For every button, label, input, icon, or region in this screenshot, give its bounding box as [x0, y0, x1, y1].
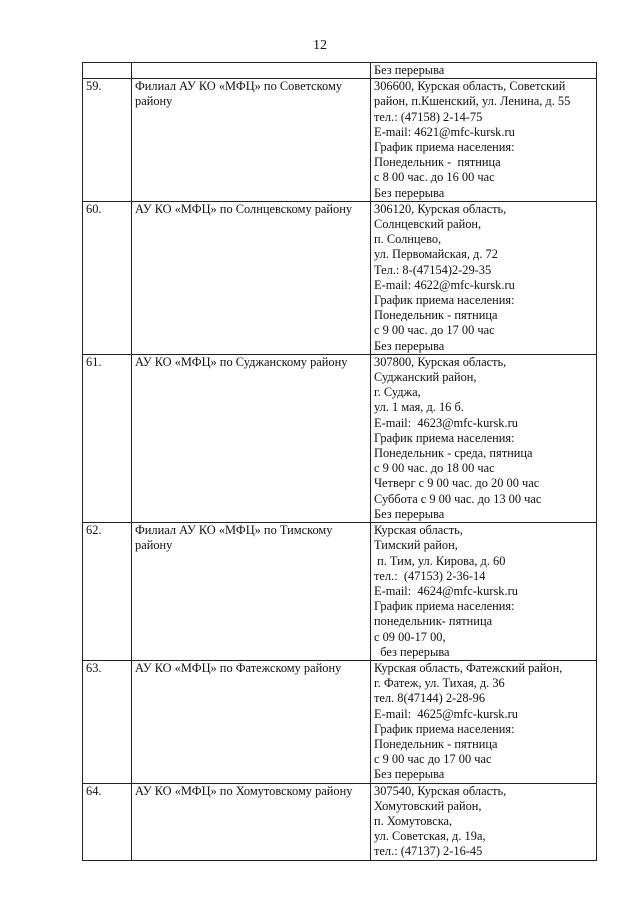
row-number: 60.: [83, 201, 132, 354]
contact-line: район, п.Кшенский, ул. Ленина, д. 55: [374, 94, 571, 109]
branch-contacts: [371, 783, 597, 860]
contact-line: E-mail: 4624@mfc-kursk.ru: [374, 583, 518, 598]
table-row: [83, 201, 597, 354]
table-row: [83, 354, 597, 522]
contact-line: Без перерыва: [374, 338, 445, 353]
contact-line: Солнцевский район,: [374, 217, 482, 232]
table-row: [83, 63, 597, 79]
contact-line: Тел.: 8-(47154)2-29-35: [374, 262, 492, 277]
table-body: [83, 63, 597, 861]
contact-line: Четверг с 9 00 час. до 20 00 час: [374, 476, 540, 491]
contact-line: ул. 1 мая, д. 16 б.: [374, 400, 464, 415]
contact-line: E-mail: 4623@mfc-kursk.ru: [374, 415, 518, 430]
contact-line: с 9 00 час. до 17 00 час: [374, 323, 495, 338]
branch-name: АУ КО «МФЦ» по Солнцевскому району: [132, 201, 371, 354]
contact-line: п. Тим, ул. Кирова, д. 60: [374, 553, 506, 568]
contact-line: тел.: (47158) 2-14-75: [374, 109, 483, 124]
branch-name: Филиал АУ КО «МФЦ» по Советскому району: [132, 79, 371, 202]
contact-line: Понедельник - среда, пятница: [374, 446, 533, 461]
contact-line: с 8 00 час. до 16 00 час: [374, 170, 495, 185]
branch-contacts: [371, 63, 597, 79]
contact-line: Без перерыва: [374, 767, 445, 782]
table-row: [83, 660, 597, 783]
contact-line: Суджанский район,: [374, 370, 477, 385]
contact-line: E-mail: 4621@mfc-kursk.ru: [374, 124, 515, 139]
contact-line: 307800, Курская область,: [374, 354, 507, 369]
branch-contacts: [371, 660, 597, 783]
contact-line: Суббота с 9 00 час. до 13 00 час: [374, 491, 542, 506]
contact-line: График приема населения:: [374, 599, 515, 614]
contact-line: График приема населения:: [374, 430, 515, 445]
contact-line: тел.: (47137) 2-16-45: [374, 844, 483, 859]
contact-line: п. Хомутовска,: [374, 813, 453, 828]
contact-line: Понедельник - пятница: [374, 155, 501, 170]
contact-line: График приема населения:: [374, 721, 515, 736]
contact-line: г. Фатеж, ул. Тихая, д. 36: [374, 676, 505, 691]
mfc-branches-table: [82, 62, 597, 861]
table-row: [83, 523, 597, 661]
contact-line: тел. 8(47144) 2-28-96: [374, 691, 486, 706]
contact-line: 306120, Курская область,: [374, 201, 507, 216]
table-row: [83, 79, 597, 202]
contact-line: Без перерыва: [374, 185, 445, 200]
contact-line: с 9 00 час до 17 00 час: [374, 752, 492, 767]
row-number: 61.: [83, 354, 132, 522]
branch-contacts: [371, 201, 597, 354]
contact-line: График приема населения:: [374, 293, 515, 308]
contact-line: понедельник- пятница: [374, 614, 493, 629]
contact-line: 306600, Курская область, Советский: [374, 79, 566, 94]
contact-line: Без перерыва: [374, 63, 445, 77]
row-number: 59.: [83, 79, 132, 202]
branch-name: Филиал АУ КО «МФЦ» по Тимскому району: [132, 523, 371, 661]
contact-line: E-mail: 4625@mfc-kursk.ru: [374, 706, 518, 721]
contact-line: с 9 00 час. до 18 00 час: [374, 461, 495, 476]
row-number: 63.: [83, 660, 132, 783]
row-number: 62.: [83, 523, 132, 661]
contact-line: Без перерыва: [374, 506, 445, 521]
table-row: [83, 783, 597, 860]
contact-line: г. Суджа,: [374, 385, 421, 400]
contact-line: Хомутовский район,: [374, 798, 482, 813]
row-number: 64.: [83, 783, 132, 860]
row-number: [83, 63, 132, 79]
contact-line: п. Солнцево,: [374, 232, 442, 247]
contact-line: ул. Первомайская, д. 72: [374, 247, 498, 262]
contact-line: Понедельник - пятница: [374, 736, 498, 751]
contact-line: Тимский район,: [374, 538, 458, 553]
branch-name: [132, 63, 371, 79]
branch-contacts: [371, 354, 597, 522]
contact-line: Курская область, Фатежский район,: [374, 660, 563, 675]
branch-name: АУ КО «МФЦ» по Фатежскому району: [132, 660, 371, 783]
page-number: 12: [313, 38, 327, 53]
contact-line: без перерыва: [374, 644, 450, 659]
branch-name: АУ КО «МФЦ» по Хомутовскому району: [132, 783, 371, 860]
branch-contacts: [371, 523, 597, 661]
contact-line: График приема населения:: [374, 140, 515, 155]
branch-contacts: [371, 79, 597, 202]
contact-line: тел.: (47153) 2-36-14: [374, 568, 486, 583]
contact-line: E-mail: 4622@mfc-kursk.ru: [374, 277, 515, 292]
contact-line: Курская область,: [374, 523, 463, 538]
contact-line: с 09 00-17 00,: [374, 629, 446, 644]
contact-line: 307540, Курская область,: [374, 783, 507, 798]
branch-name: АУ КО «МФЦ» по Суджанскому району: [132, 354, 371, 522]
contact-line: ул. Советская, д. 19а,: [374, 829, 486, 844]
contact-line: Понедельник - пятница: [374, 308, 498, 323]
